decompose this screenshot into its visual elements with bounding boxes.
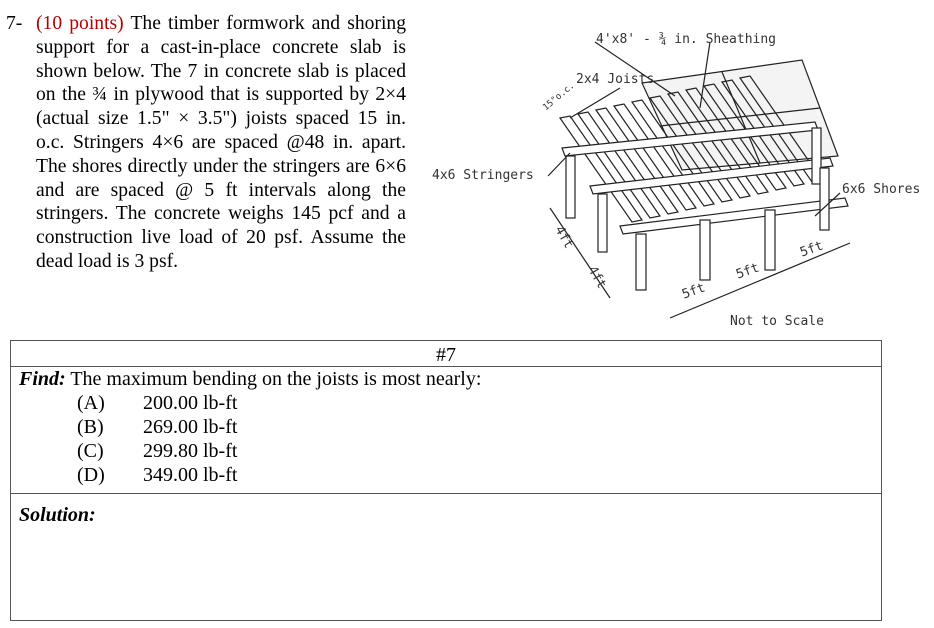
choice-letter: (D) xyxy=(77,464,105,486)
answer-choices xyxy=(77,391,881,487)
label-not-to-scale: Not to Scale xyxy=(730,314,824,329)
choice-c[interactable] xyxy=(77,439,881,463)
solution-area[interactable] xyxy=(11,494,882,621)
choice-value: 269.00 lb-ft xyxy=(143,416,238,438)
problem-number: 7- xyxy=(6,13,23,34)
choice-value: 349.00 lb-ft xyxy=(143,464,238,486)
label-shores: 6x6 Shores xyxy=(842,182,921,197)
label-joists: 2x4 Joists xyxy=(576,72,655,87)
label-sheathing: 4'x8' - ¾ in. Sheathing xyxy=(596,32,777,47)
choice-letter: (A) xyxy=(77,392,105,414)
label-spacing: 15"o.c. xyxy=(541,80,577,114)
choice-a[interactable] xyxy=(77,391,881,415)
find-label: Find: xyxy=(19,368,66,390)
label-dim-5ft-c: 5ft xyxy=(798,238,826,261)
choice-value: 299.80 lb-ft xyxy=(143,440,238,462)
label-dim-4ft-b: 4ft xyxy=(584,263,610,292)
formwork-figure xyxy=(420,8,934,338)
label-dim-4ft-a: 4ft xyxy=(551,223,577,252)
choice-value: 200.00 lb-ft xyxy=(143,392,238,414)
question-body xyxy=(11,367,882,494)
choice-letter: (C) xyxy=(77,440,104,462)
problem-text: The timber formwork and shoring support for a cast-in-place concrete slab is shown below. The 7 in concrete slab is placed on the ¾ in plywood that is supported by 2×4 (actual size 1.5" × 3.5") joists spaced 15 in. o.c. Stringers 4×6 are spaced @48 in. apart. The shores directly under the stringers are 6×6 and are spaced @ 5 ft intervals along the stringers. The concrete weighs 145 pcf and a construction live load of 20 psf. Assume the dead load is 3 psf. xyxy=(36,13,406,272)
label-dim-5ft-b: 5ft xyxy=(734,260,762,283)
question-number: #7 xyxy=(11,341,882,367)
label-stringers: 4x6 Stringers xyxy=(432,168,534,183)
problem-statement xyxy=(6,12,406,274)
solution-label: Solution: xyxy=(19,504,96,526)
choice-letter: (B) xyxy=(77,416,104,438)
problem-points: (10 points) xyxy=(36,13,124,34)
choice-d[interactable] xyxy=(77,463,881,487)
question-table xyxy=(10,340,882,621)
choice-b[interactable] xyxy=(77,415,881,439)
dim-line-5ft xyxy=(670,243,850,318)
find-text: The maximum bending on the joists is most nearly: xyxy=(70,368,482,390)
label-dim-5ft-a: 5ft xyxy=(680,280,708,303)
